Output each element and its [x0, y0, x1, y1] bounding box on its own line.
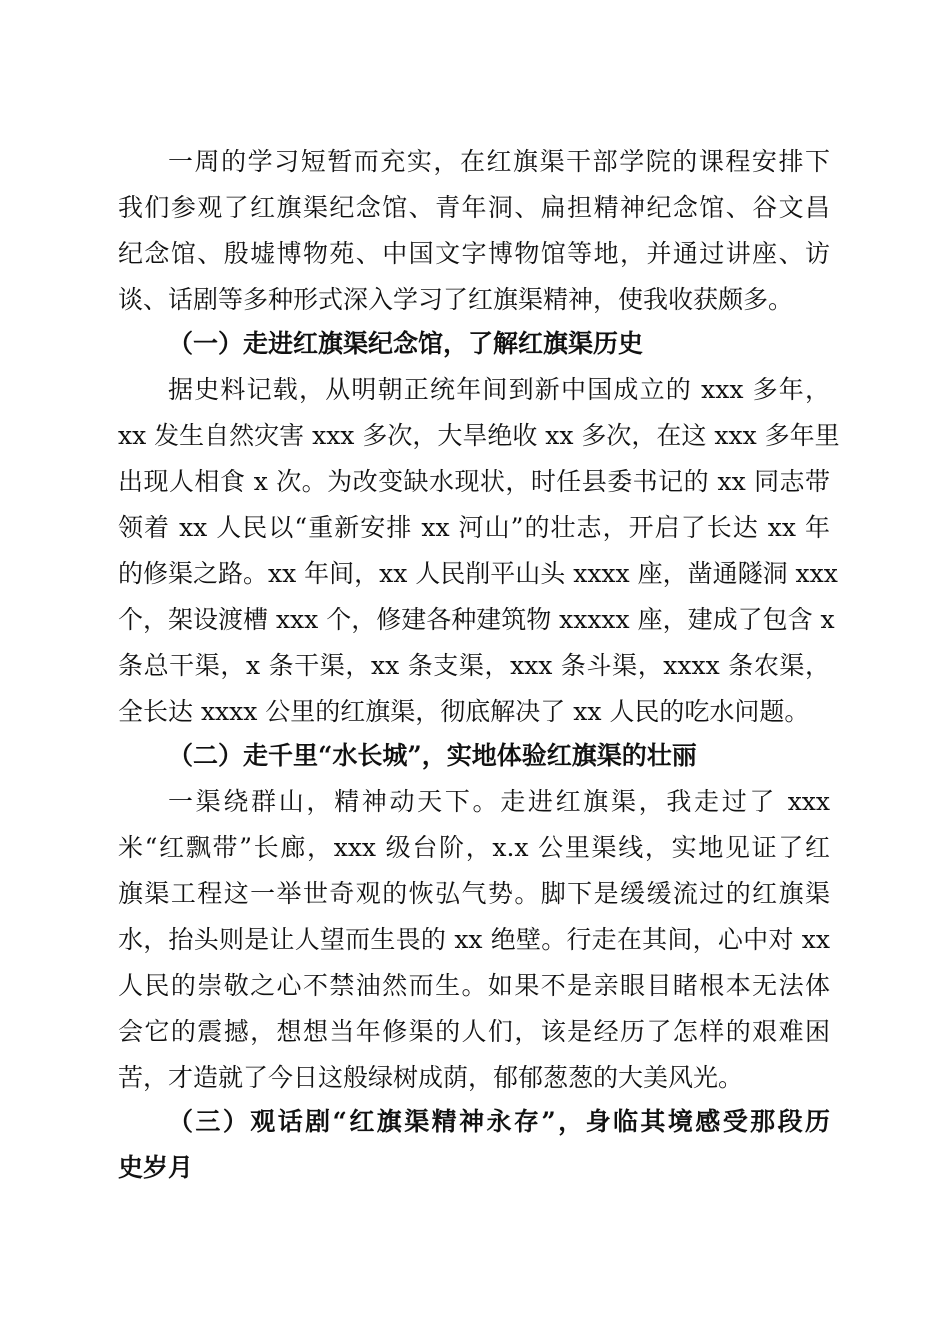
- paragraph-1-line-1: 一周的学习短暂而充实，在红旗渠干部学院的课程安排下: [168, 147, 830, 176]
- paragraph-2-line-6: 个，架设渡槽 xxx 个，修建各种建筑物 xxxxx 座，建成了包含 x: [118, 605, 835, 634]
- paragraph-2-line-3: 出现人相食 x 次。为改变缺水现状，时任县委书记的 xx 同志带: [118, 467, 830, 496]
- paragraph-2-line-1: 据史料记载，从明朝正统年间到新中国成立的 xxx 多年，: [168, 375, 830, 404]
- paragraph-2-line-8: 全长达 xxxx 公里的红旗渠，彻底解决了 xx 人民的吃水问题。: [118, 697, 810, 726]
- section-heading-2: （二）走千里“水长城”，实地体验红旗渠的壮丽: [168, 741, 697, 770]
- paragraph-2-line-7: 条总干渠，x 条干渠，xx 条支渠，xxx 条斗渠，xxxx 条农渠，: [118, 651, 830, 680]
- paragraph-2-line-4: 领着 xx 人民以“重新安排 xx 河山”的壮志，开启了长达 xx 年: [118, 513, 830, 542]
- paragraph-1-line-2: 我们参观了红旗渠纪念馆、青年洞、扁担精神纪念馆、谷文昌: [118, 193, 830, 222]
- paragraph-2-line-2: xx 发生自然灾害 xxx 多次，大旱绝收 xx 多次，在这 xxx 多年里: [118, 421, 840, 450]
- paragraph-3-line-5: 人民的崇敬之心不禁油然而生。如果不是亲眼目睹根本无法体: [118, 971, 830, 1000]
- section-heading-3-line-2: 史岁月: [118, 1153, 194, 1182]
- section-heading-1: （一）走进红旗渠纪念馆，了解红旗渠历史: [168, 329, 644, 358]
- section-heading-3-line-1: （三）观话剧“红旗渠精神永存”，身临其境感受那段历: [168, 1107, 830, 1136]
- paragraph-3-line-6: 会它的震撼，想想当年修渠的人们，该是经历了怎样的艰难困: [118, 1017, 830, 1046]
- paragraph-3-line-7: 苦，才造就了今日这般绿树成荫，郁郁葱葱的大美风光。: [118, 1063, 744, 1092]
- paragraph-2-line-5: 的修渠之路。xx 年间，xx 人民削平山头 xxxx 座，凿通隧洞 xxx: [118, 559, 838, 588]
- paragraph-3-line-1: 一渠绕群山，精神动天下。走进红旗渠，我走过了 xxx: [168, 787, 830, 816]
- paragraph-3-line-3: 旗渠工程这一举世奇观的恢弘气势。脚下是缓缓流过的红旗渠: [118, 879, 830, 908]
- paragraph-1-line-4: 谈、话剧等多种形式深入学习了红旗渠精神，使我收获颇多。: [118, 285, 794, 314]
- paragraph-1-line-3: 纪念馆、殷墟博物苑、中国文字博物馆等地，并通过讲座、访: [118, 239, 830, 268]
- paragraph-3-line-2: 米“红飘带”长廊，xxx 级台阶，x.x 公里渠线，实地见证了红: [118, 833, 830, 862]
- paragraph-3-line-4: 水，抬头则是让人望而生畏的 xx 绝壁。行走在其间，心中对 xx: [118, 925, 830, 954]
